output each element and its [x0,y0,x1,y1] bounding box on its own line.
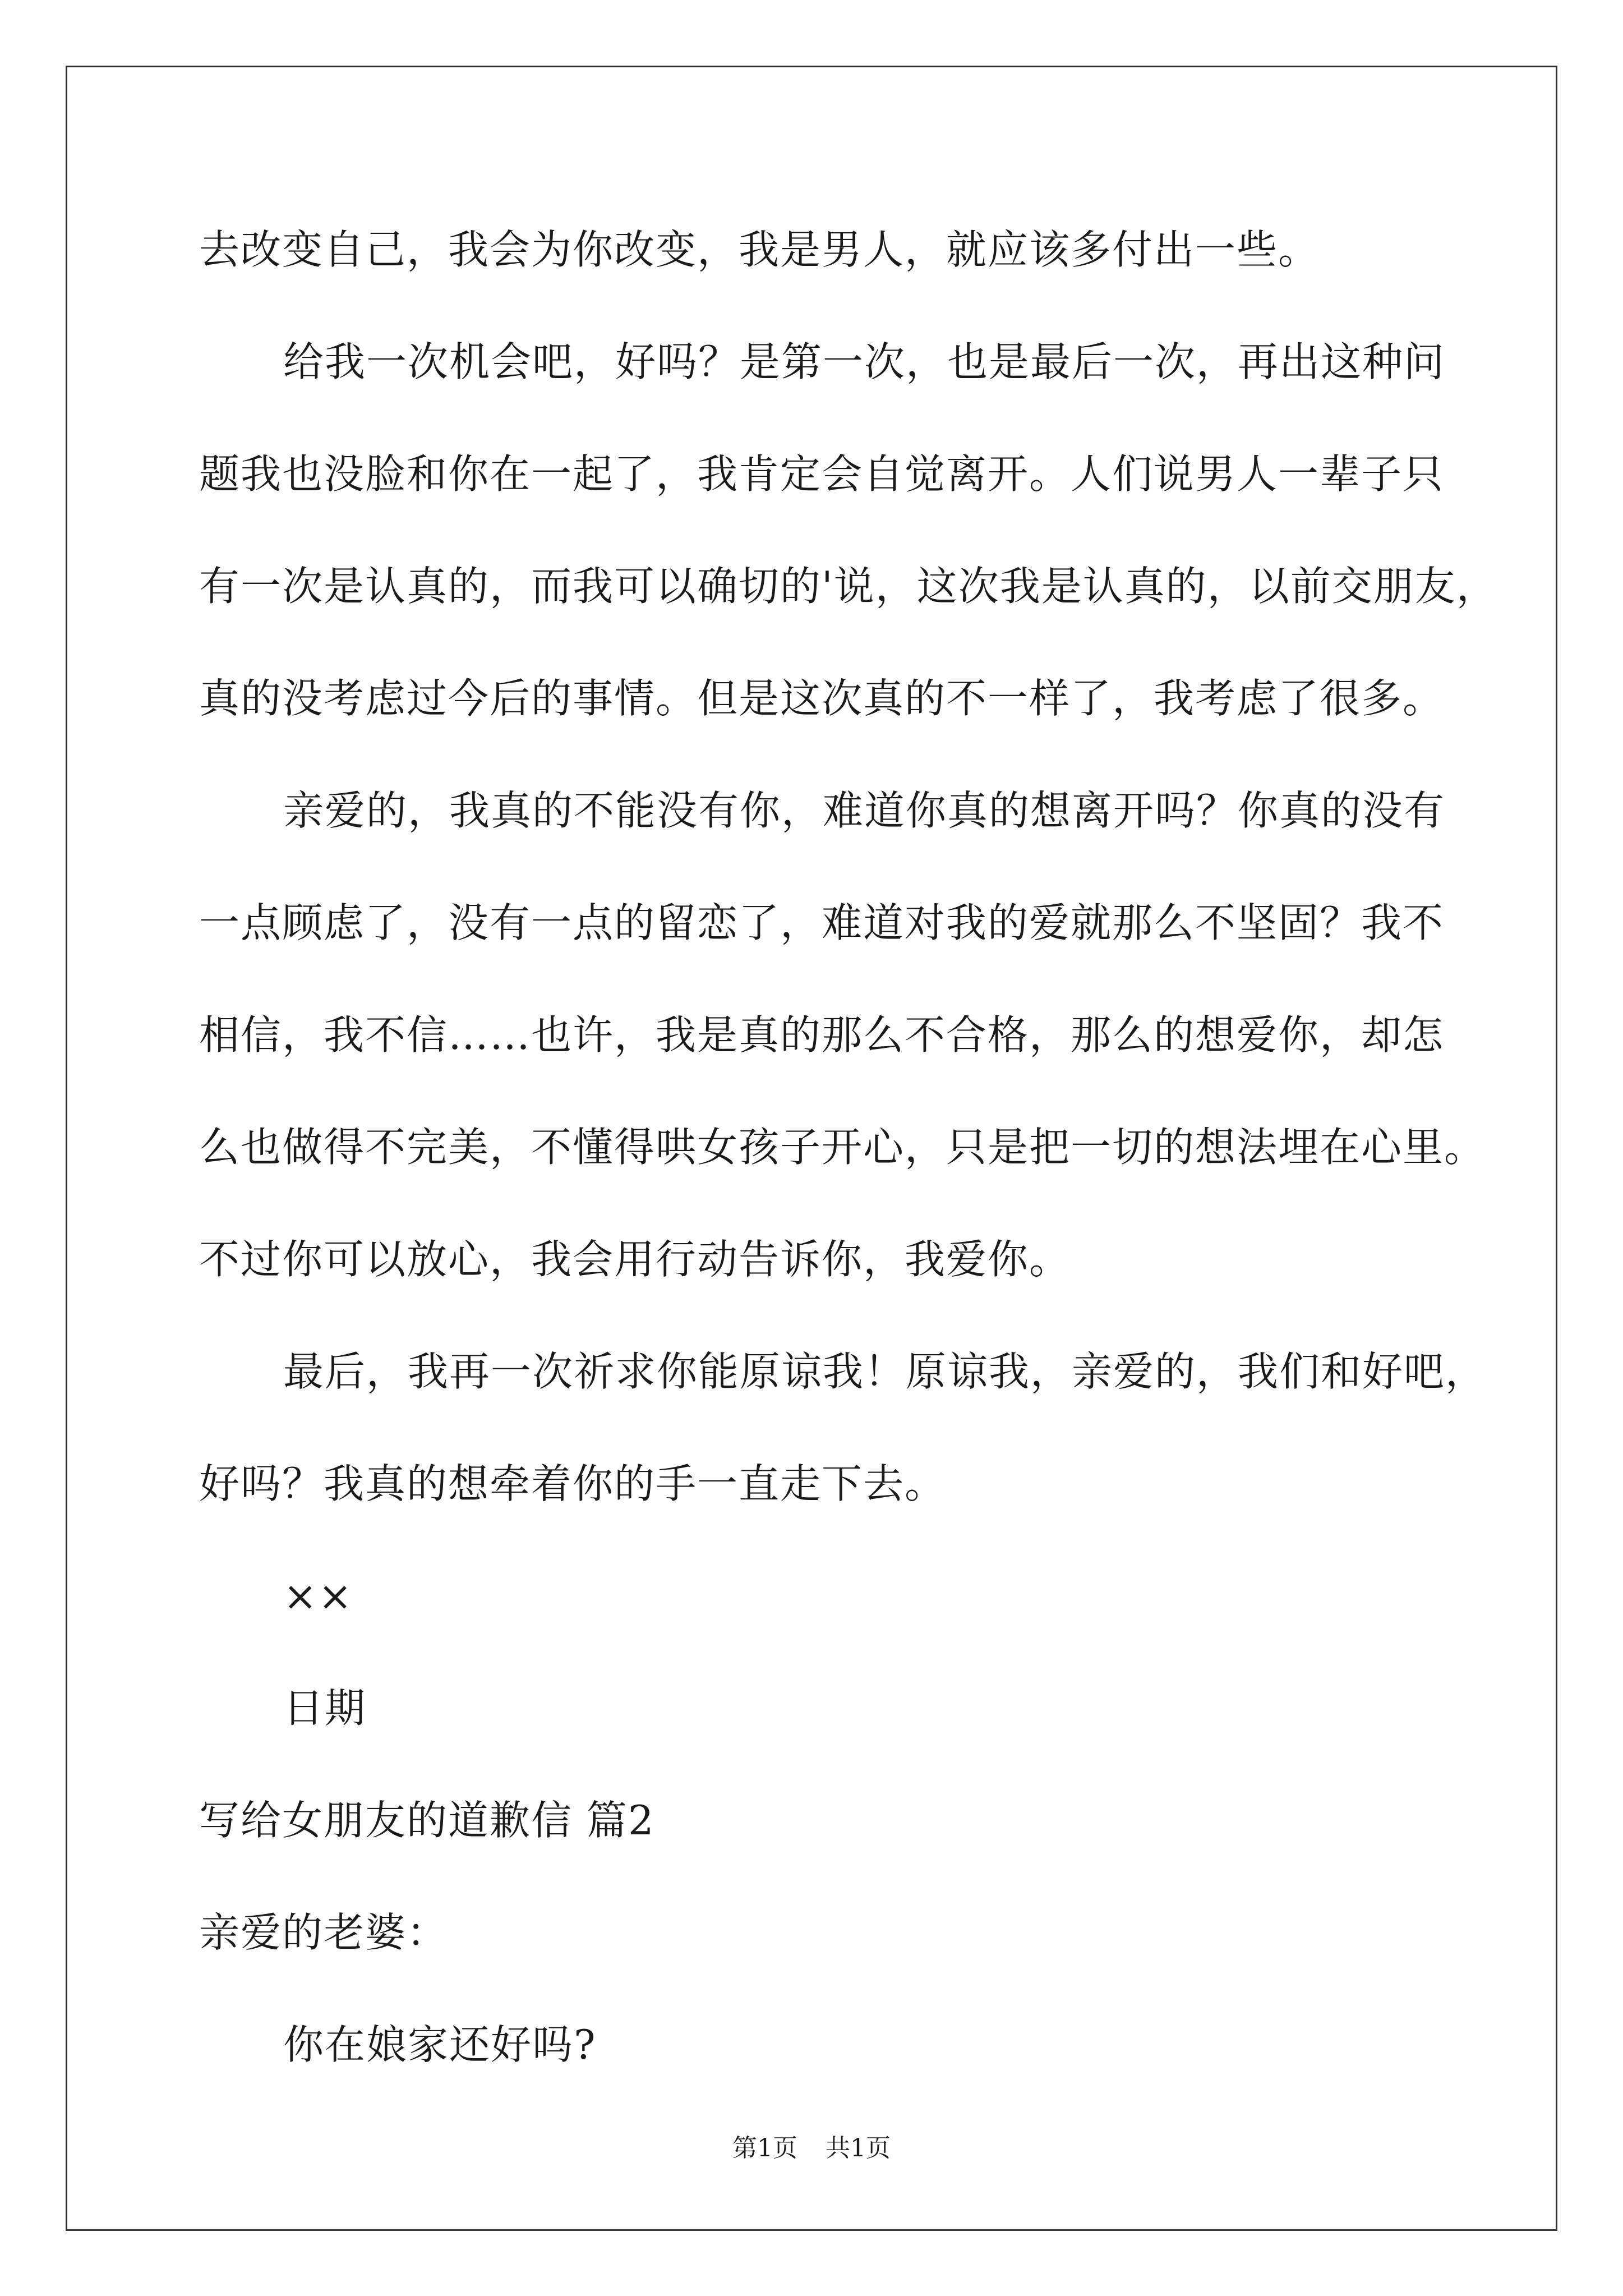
text-line: 相信，我不信……也许，我是真的那么不合格，那么的想爱你，却怎 [199,1011,1445,1059]
text-line: 去改变自己，我会为你改变，我是男人，就应该多付出一些。 [199,226,1320,273]
text-line: 不过你可以放心，我会用行动告诉你，我爱你。 [199,1236,1071,1283]
text-line: 有一次是认真的，而我可以确切的'说，这次我是认真的，以前交朋友， [199,563,1498,610]
text-line: 么也做得不完美，不懂得哄女孩子开心，只是把一切的想法埋在心里。 [199,1124,1486,1171]
text-line: 你在娘家还好吗? [283,2021,597,2068]
section-heading: 写给女朋友的道歉信 篇2 [199,1797,655,1844]
signature-line: ×× [283,1572,353,1619]
text-line: 一点顾虑了，没有一点的留恋了，难道对我的爱就那么不坚固？我不 [199,899,1445,946]
page-footer [0,2132,1623,2165]
text-line: 真的没考虑过今后的事情。但是这次真的不一样了，我考虑了很多。 [199,675,1445,722]
text-line: 题我也没脸和你在一起了，我肯定会自觉离开。人们说男人一辈子只 [199,450,1445,498]
page-total: 共1页 [826,2134,891,2162]
date-line: 日期 [283,1685,367,1732]
salutation: 亲爱的老婆： [199,1909,449,1956]
text-line: 好吗？我真的想牵着你的手一直走下去。 [199,1460,947,1507]
text-line: 亲爱的，我真的不能没有你，难道你真的想离开吗？你真的没有 [283,787,1446,834]
text-line: 最后，我再一次祈求你能原谅我！原谅我，亲爱的，我们和好吧， [283,1348,1487,1395]
document-body [199,208,1498,2115]
page-number: 第1页 [732,2134,797,2162]
text-line: 给我一次机会吧，好吗？是第一次，也是最后一次，再出这种问 [283,338,1446,385]
